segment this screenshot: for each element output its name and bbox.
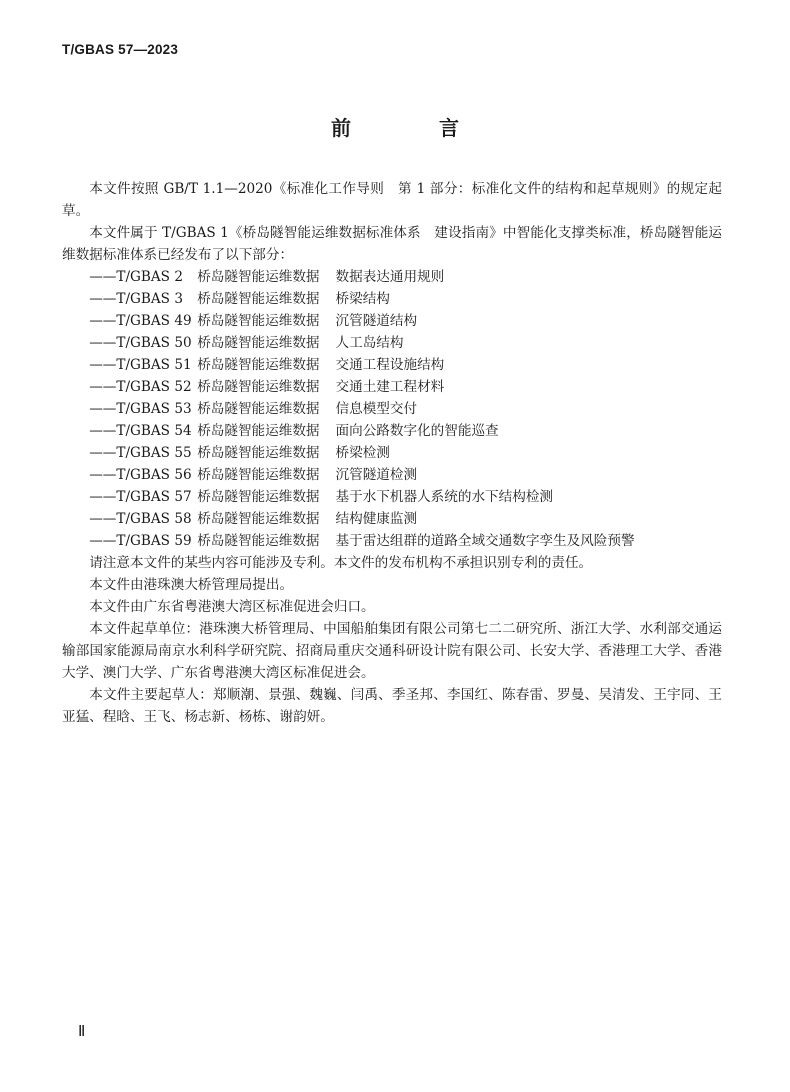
part-code: ——T/GBAS 49 bbox=[89, 313, 192, 329]
part-code: ——T/GBAS 57 bbox=[89, 489, 192, 505]
part-code: ——T/GBAS 59 bbox=[89, 533, 192, 549]
part-title: 桥梁结构 bbox=[335, 291, 390, 307]
part-code: ——T/GBAS 56 bbox=[89, 467, 192, 483]
list-item bbox=[62, 530, 722, 552]
part-series: 桥岛隧智能运维数据 bbox=[197, 445, 320, 461]
part-title: 交通土建工程材料 bbox=[335, 379, 445, 395]
document-code-header: T/GBAS 57—2023 bbox=[62, 42, 179, 57]
list-item bbox=[62, 464, 722, 486]
part-title: 沉管隧道结构 bbox=[335, 313, 418, 329]
part-title: 数据表达通用规则 bbox=[335, 269, 445, 285]
list-item bbox=[62, 442, 722, 464]
part-series: 桥岛隧智能运维数据 bbox=[197, 269, 320, 285]
paragraph-drafters: 本文件主要起草人：郑顺潮、景强、魏巍、闫禹、季圣邦、李国红、陈春雷、罗曼、吴清发、王宇同、王亚猛、程晗、王飞、杨志新、杨栋、谢韵妍。 bbox=[62, 687, 722, 725]
part-series: 桥岛隧智能运维数据 bbox=[197, 313, 320, 329]
part-series: 桥岛隧智能运维数据 bbox=[197, 401, 320, 417]
paragraph-patent-notice: 请注意本文件的某些内容可能涉及专利。本文件的发布机构不承担识别专利的责任。 bbox=[89, 555, 593, 571]
part-title: 信息模型交付 bbox=[335, 401, 418, 417]
part-title: 基于雷达组群的道路全域交通数字孪生及风险预警 bbox=[335, 533, 635, 549]
list-item bbox=[62, 288, 722, 310]
part-series: 桥岛隧智能运维数据 bbox=[197, 291, 320, 307]
part-title: 交通工程设施结构 bbox=[335, 357, 445, 373]
part-code: ——T/GBAS 54 bbox=[89, 423, 192, 439]
part-series: 桥岛隧智能运维数据 bbox=[197, 357, 320, 373]
paragraph-standard-system: 本文件属于 T/GBAS 1《桥岛隧智能运维数据标准体系 建设指南》中智能化支撑类标准，桥岛隧智能运维数据标准体系已经发布了以下部分： bbox=[62, 225, 722, 263]
part-code: ——T/GBAS 2 bbox=[89, 269, 183, 285]
part-series: 桥岛隧智能运维数据 bbox=[197, 467, 320, 483]
list-item bbox=[62, 266, 722, 288]
part-series: 桥岛隧智能运维数据 bbox=[197, 423, 320, 439]
part-code: ——T/GBAS 50 bbox=[89, 335, 192, 351]
part-code: ——T/GBAS 3 bbox=[89, 291, 183, 307]
list-item bbox=[62, 310, 722, 332]
part-title: 面向公路数字化的智能巡查 bbox=[335, 423, 499, 439]
list-item bbox=[62, 486, 722, 508]
part-code: ——T/GBAS 55 bbox=[89, 445, 192, 461]
part-series: 桥岛隧智能运维数据 bbox=[197, 489, 320, 505]
part-code: ——T/GBAS 58 bbox=[89, 511, 192, 527]
published-parts-list bbox=[62, 266, 722, 552]
part-series: 桥岛隧智能运维数据 bbox=[197, 511, 320, 527]
part-code: ——T/GBAS 53 bbox=[89, 401, 192, 417]
foreword-body bbox=[62, 178, 722, 728]
list-item bbox=[62, 398, 722, 420]
part-title: 桥梁检测 bbox=[335, 445, 390, 461]
part-code: ——T/GBAS 51 bbox=[89, 357, 192, 373]
paragraph-centralized-by: 本文件由广东省粤港澳大湾区标准促进会归口。 bbox=[89, 599, 375, 615]
part-series: 桥岛隧智能运维数据 bbox=[197, 335, 320, 351]
part-title: 沉管隧道检测 bbox=[335, 467, 418, 483]
paragraph-proposer: 本文件由港珠澳大桥管理局提出。 bbox=[89, 577, 294, 593]
paragraph-drafting-rules: 本文件按照 GB/T 1.1—2020《标准化工作导则 第 1 部分：标准化文件的结构和起草规则》的规定起草。 bbox=[62, 181, 722, 219]
paragraph-drafting-units: 本文件起草单位：港珠澳大桥管理局、中国船舶集团有限公司第七二二研究所、浙江大学、水利部交通运输部国家能源局南京水利科学研究院、招商局重庆交通科研设计院有限公司、长安大学、香港理工大学、香港大学、澳门大学、广东省粤港澳大湾区标准促进会。 bbox=[62, 621, 722, 681]
list-item bbox=[62, 332, 722, 354]
part-code: ——T/GBAS 52 bbox=[89, 379, 192, 395]
page-title: 前 言 bbox=[331, 116, 493, 140]
list-item bbox=[62, 508, 722, 530]
part-title: 人工岛结构 bbox=[335, 335, 404, 351]
list-item bbox=[62, 354, 722, 376]
list-item bbox=[62, 376, 722, 398]
part-series: 桥岛隧智能运维数据 bbox=[197, 533, 320, 549]
page-number: Ⅱ bbox=[78, 1024, 86, 1040]
part-title: 结构健康监测 bbox=[335, 511, 418, 527]
part-series: 桥岛隧智能运维数据 bbox=[197, 379, 320, 395]
list-item bbox=[62, 420, 722, 442]
part-title: 基于水下机器人系统的水下结构检测 bbox=[335, 489, 554, 505]
